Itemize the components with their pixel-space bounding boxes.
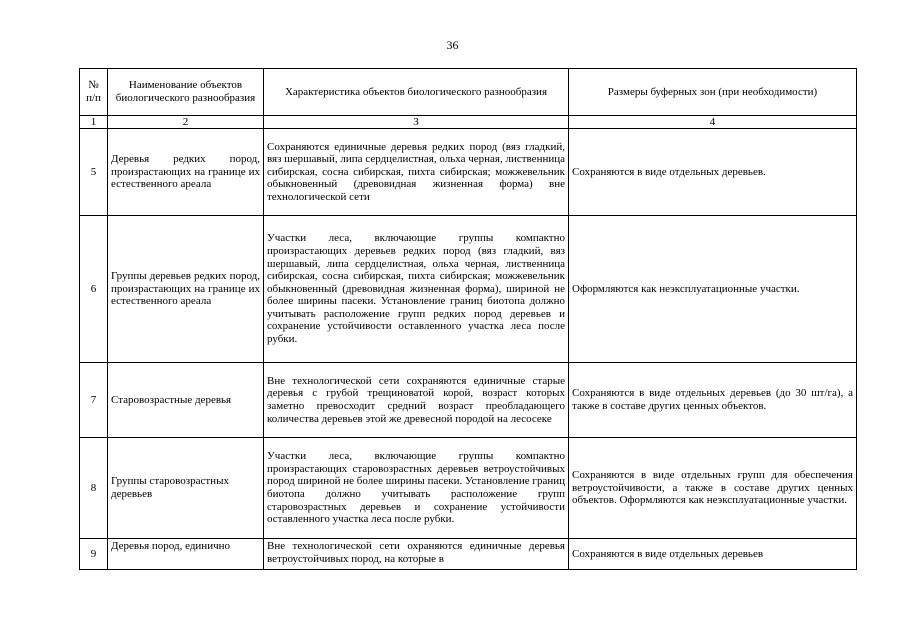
buffer-zone: Сохраняются в виде отдельных деревьев xyxy=(569,539,857,570)
object-name: Деревья редких пород, произрастающих на границе их естественного ареала xyxy=(108,129,264,216)
object-characteristic: Вне технологической сети сохраняются единичные старые деревья с грубой трещиноватой корой, возраст которых заметно превосходит средний возраст преобладающего количества деревьев этой же древесной породой на лесосеке xyxy=(264,363,569,438)
header-characteristic: Характеристика объектов биологического разнообразия xyxy=(264,69,569,116)
table-row xyxy=(80,539,857,570)
object-name: Группы старовозрастных деревьев xyxy=(108,438,264,539)
table-row xyxy=(80,129,857,216)
object-characteristic: Участки леса, включающие группы компактно произрастающих старовозрастных деревьев ветроустойчивых пород шириной не более ширины пасеки. Установление границ биотопа должно учитывать расположение групп старовозрастных деревьев и сохранение устойчивости оставленного участка леса после рубки. xyxy=(264,438,569,539)
row-number: 7 xyxy=(80,363,108,438)
table-header-row xyxy=(80,69,857,116)
table-row xyxy=(80,438,857,539)
page-number: 36 xyxy=(446,38,459,52)
biodiversity-objects-table xyxy=(79,68,857,570)
header-object-name: Наименование объектов биологического разнообразия xyxy=(108,69,264,116)
buffer-zone: Оформляются как неэксплуатационные участки. xyxy=(569,216,857,363)
object-characteristic: Сохраняются единичные деревья редких пород (вяз гладкий, вяз шершавый, липа сердцелистная, ольха черная, лиственница сибирская, сосна сибирская, пихта сибирская; можжевельник обыкновенный (древовидная жизненная форма) вне технологической сети xyxy=(264,129,569,216)
row-number: 8 xyxy=(80,438,108,539)
table-row xyxy=(80,216,857,363)
column-numbers-row xyxy=(80,116,857,129)
buffer-zone: Сохраняются в виде отдельных групп для обеспечения ветроустойчивости, а также в составе других ценных объектов. Оформляются как неэксплуатационные участки. xyxy=(569,438,857,539)
buffer-zone: Сохраняются в виде отдельных деревьев. xyxy=(569,129,857,216)
object-characteristic-cell xyxy=(264,539,569,570)
object-characteristic: Вне технологической сети охраняются единичные деревья ветроустойчивых пород, на которые в xyxy=(267,540,565,565)
object-name: Группы деревьев редких пород, произрастающих на границе их естественного ареала xyxy=(108,216,264,363)
table-row xyxy=(80,363,857,438)
object-name: Старовозрастные деревья xyxy=(108,363,264,438)
object-name-cell xyxy=(108,539,264,570)
column-number: 1 xyxy=(80,116,108,129)
row-number: 6 xyxy=(80,216,108,363)
row-number: 5 xyxy=(80,129,108,216)
buffer-zone: Сохраняются в виде отдельных деревьев (до 30 шт/га), а также в составе других ценных объектов. xyxy=(569,363,857,438)
column-number: 4 xyxy=(569,116,857,129)
object-characteristic: Участки леса, включающие группы компактно произрастающих деревьев редких пород (вяз гладкий, вяз шершавый, липа сердцелистная, ольха черная, лиственница сибирская, сосна сибирская, пихта сибирская; можжевельник обыкновенный (древовидная жизненная форма), шириной не более ширины пасеки. Установление границ биотопа должно учитывать расположение групп редких пород деревьев и сохранение устойчивости оставленного участка леса после рубки. xyxy=(264,216,569,363)
header-buffer-zone: Размеры буферных зон (при необходимости) xyxy=(569,69,857,116)
column-number: 3 xyxy=(264,116,569,129)
column-number: 2 xyxy=(108,116,264,129)
object-name: Деревья пород, единично xyxy=(111,540,231,552)
row-number: 9 xyxy=(80,539,108,570)
header-num: № п/п xyxy=(80,69,108,116)
